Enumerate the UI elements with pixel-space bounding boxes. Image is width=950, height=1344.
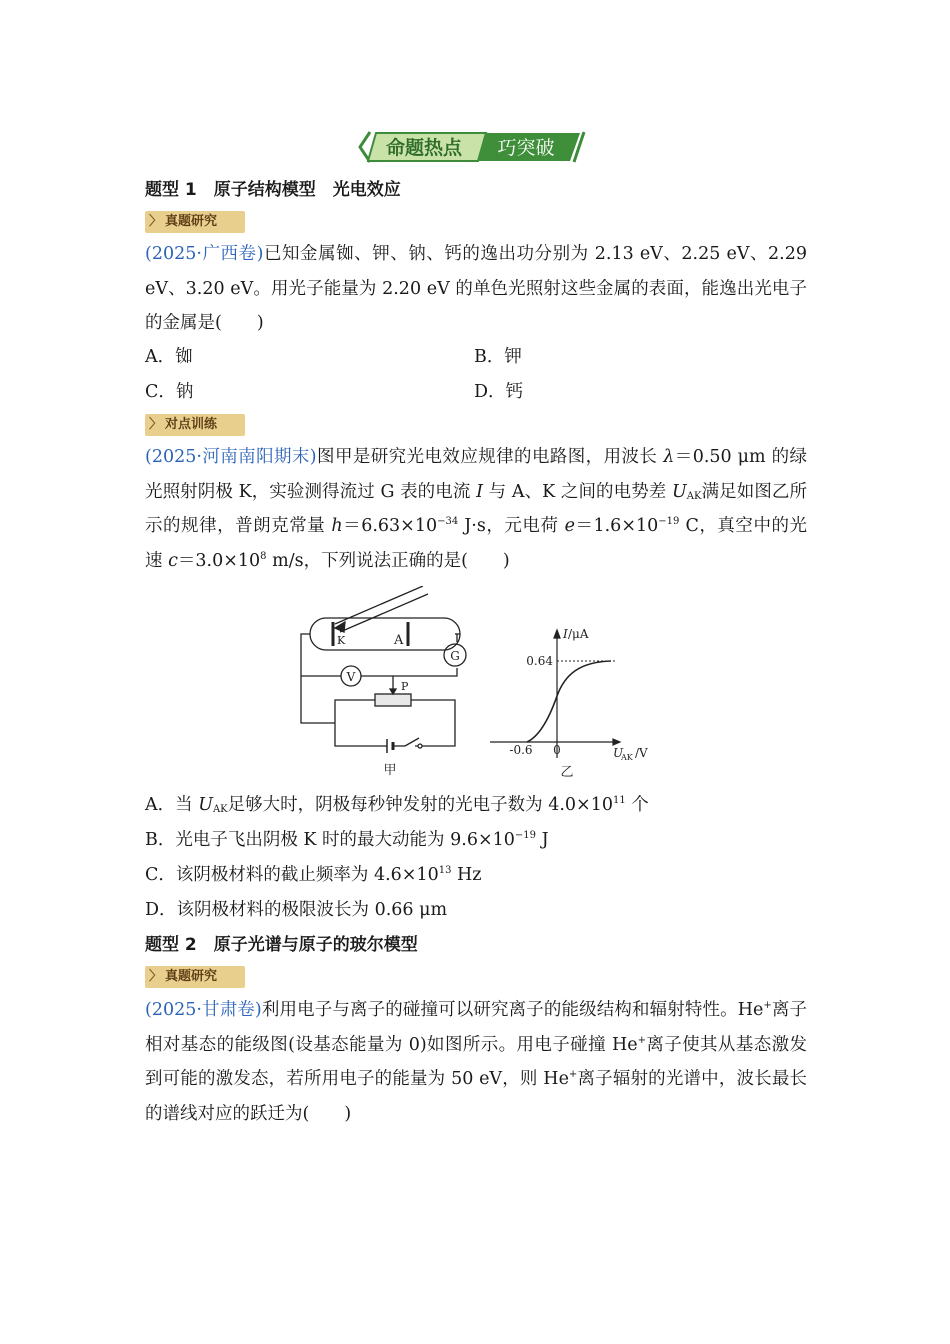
opt-exp: 11 <box>612 795 626 806</box>
question-1-source: (2025·广西卷) <box>145 244 264 264</box>
rheostat <box>375 694 411 706</box>
label-A: A <box>394 633 404 648</box>
q2-lambda: λ <box>663 447 675 467</box>
opt-text: 个 <box>625 795 649 815</box>
tag-label: 真题研究 <box>165 214 218 229</box>
q3-plus: + <box>637 1034 646 1046</box>
tag-label: 对点训练 <box>165 417 218 432</box>
opt-text: D．该阴极材料的极限波长为 0.66 μm <box>145 900 448 920</box>
opt-exp: −19 <box>514 830 536 841</box>
x-axis-arrow-icon <box>613 739 620 745</box>
q1-option-d: D．钙 <box>474 382 524 402</box>
q2-h: h <box>331 516 343 536</box>
q2-text: ＝3.0×10 <box>177 550 261 571</box>
q2-U-sub: AK <box>686 490 702 502</box>
topic2-heading: 题型 2 原子光谱与原子的玻尔模型 <box>145 935 418 955</box>
photoelectric-figure <box>295 586 655 780</box>
graph-x-tick-zero: 0 <box>553 743 561 757</box>
opt-sub: AK <box>212 804 228 815</box>
opt-U: U <box>198 795 213 815</box>
q2-text: 图甲是研究光电效应规律的电路图，用波长 <box>316 447 664 467</box>
iv-curve <box>527 661 611 742</box>
q2-I: I <box>476 481 483 502</box>
graph-x-axis-U: U <box>613 746 624 760</box>
tag-chevron-icon: 〉 <box>149 417 163 432</box>
q2-U: U <box>672 481 687 502</box>
q2-option-c <box>145 858 482 893</box>
q2-option-d <box>145 893 447 928</box>
q2-option-b <box>145 823 549 858</box>
graph-x-axis-sub: AK <box>621 753 633 762</box>
opt-text: C．该阴极材料的截止频率为 4.6×10 <box>145 865 439 885</box>
q3-text: 离子使其从基态激发到可能的激发态，若所用电子的能量为 50 eV，则 He <box>145 1034 807 1089</box>
graph-y-axis-unit: /μA <box>568 627 589 641</box>
q2-text: 与 A、K 之间的电势差 <box>482 481 673 502</box>
label-V: V <box>346 670 356 684</box>
q3-text: 离子相对基态的能级图(设基态能量为 0)如图所示。用电子碰撞 He <box>145 1000 807 1055</box>
wire <box>301 668 457 676</box>
q2-exp: −34 <box>437 516 459 527</box>
q1-option-b: B．钾 <box>474 347 522 367</box>
q1-option-a: A．铷 <box>145 347 193 367</box>
opt-text: 足够大时，阴极每秒钟发射的光电子数为 4.0×10 <box>227 795 613 815</box>
tag-real-exam-1 <box>145 211 245 233</box>
question-2-source: (2025·河南南阳期末) <box>145 447 317 467</box>
tag-real-exam-2 <box>145 966 245 988</box>
graph-x-tick-neg: -0.6 <box>509 743 533 757</box>
q2-exp: 8 <box>260 550 267 562</box>
graph-x-axis-unit: /V <box>635 746 648 760</box>
q3-text: 利用电子与离子的碰撞可以研究离子的能级结构和辐射特性。He <box>261 1000 764 1020</box>
q2-text: C，真空中的光速 <box>145 516 808 571</box>
question-2 <box>145 440 807 578</box>
tag-practice <box>145 414 245 436</box>
opt-text: Hz <box>451 865 482 885</box>
tag-chevron-icon: 〉 <box>149 214 163 229</box>
q3-text: 离子辐射的光谱中，波长最长的谱线对应的跃迁为( ) <box>145 1069 807 1124</box>
q2-e: e <box>564 516 575 536</box>
opt-text: A．当 <box>145 795 199 815</box>
opt-text: B．光电子飞出阴极 K 时的最大动能为 9.6×10 <box>145 830 515 850</box>
slider-arrow-icon <box>390 689 396 694</box>
topic1-heading: 题型 1 原子结构模型 光电效应 <box>145 180 401 200</box>
q2-text: J·s，元电荷 <box>458 516 565 536</box>
q3-plus: + <box>763 1000 772 1011</box>
question-3-source: (2025·甘肃卷) <box>145 1000 262 1020</box>
switch-lever <box>405 738 419 746</box>
q1-option-c: C．钠 <box>145 382 194 402</box>
q2-text: 满足如图乙所示的规律，普朗克常量 <box>145 481 808 536</box>
banner-left-text: 命题热点 <box>385 137 463 159</box>
label-K: K <box>337 634 346 647</box>
q2-text: ＝1.6×10 <box>574 516 659 536</box>
light-ray <box>340 594 428 632</box>
q2-option-a <box>145 788 649 823</box>
switch-contact <box>418 744 422 748</box>
banner-right-text: 巧突破 <box>497 137 555 159</box>
q2-text: ＝0.50 μm 的绿光照射阴极 K，实验测得流过 G 表的电流 <box>145 447 807 502</box>
tag-label: 真题研究 <box>165 969 218 984</box>
section-banner <box>358 128 592 166</box>
wire <box>335 723 387 746</box>
y-axis-arrow-icon <box>554 630 560 638</box>
question-1 <box>145 237 807 341</box>
caption-yi: 乙 <box>560 765 574 780</box>
question-3 <box>145 993 807 1131</box>
q2-c: c <box>168 550 178 571</box>
q2-exp: −19 <box>658 516 680 527</box>
label-P: P <box>401 680 409 693</box>
caption-jia: 甲 <box>383 763 397 778</box>
opt-text: J <box>536 830 549 850</box>
graph-yi <box>490 630 620 758</box>
opt-exp: 13 <box>438 865 452 876</box>
question-1-text: 已知金属铷、钾、钠、钙的逸出功分别为 2.13 eV、2.25 eV、2.29 eV、3.20 eV。用光子能量为 2.20 eV 的单色光照射这些金属的表面，能逸出光电子的金属是( ) <box>145 244 807 333</box>
tag-chevron-icon: 〉 <box>149 969 163 984</box>
q2-text: m/s，下列说法正确的是( ) <box>266 550 510 571</box>
circuit-diagram-jia <box>301 586 466 753</box>
graph-y-axis-I: I <box>563 627 568 641</box>
wire <box>335 700 375 723</box>
graph-y-tick: 0.64 <box>526 654 553 668</box>
q3-plus: + <box>568 1069 578 1080</box>
label-G: G <box>450 649 460 663</box>
q2-text: ＝6.63×10 <box>342 516 438 536</box>
